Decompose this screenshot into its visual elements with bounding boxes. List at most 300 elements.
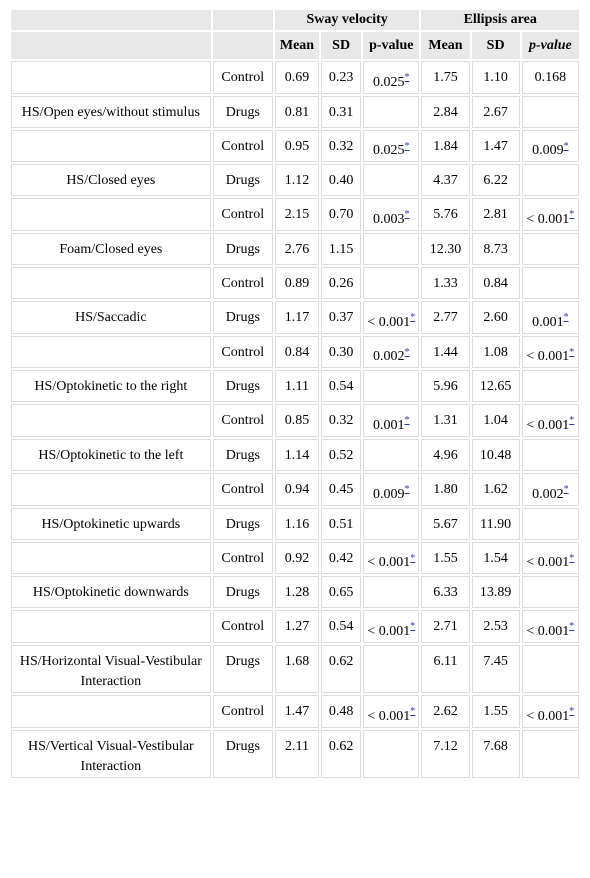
group-cell	[213, 198, 273, 231]
sway-mean-cell-text: 1.68	[284, 653, 310, 669]
ellipse-mean-cell	[421, 404, 469, 437]
table-row	[11, 301, 579, 334]
ellipse-sd-cell	[472, 267, 520, 299]
condition-cell	[11, 61, 211, 94]
sway-pvalue-cell-text: 0.003	[373, 211, 405, 227]
sway-mean-cell	[275, 61, 319, 94]
group-cell-text: Control	[221, 703, 265, 719]
group-cell	[213, 96, 273, 128]
table-row	[11, 96, 579, 128]
sway-pvalue-cell	[363, 164, 419, 196]
ellipse-sd-cell-text: 1.04	[483, 413, 508, 429]
sway-pvalue-cell	[363, 130, 419, 163]
sway-pvalue-cell-text: 0.002	[373, 349, 405, 365]
condition-cell-text: HS/Optokinetic to the right	[34, 379, 188, 395]
condition-cell	[11, 473, 211, 506]
sway-pvalue-cell	[363, 267, 419, 299]
ellipse-pvalue-cell-text: 0.168	[534, 70, 567, 85]
sway-sd-cell	[321, 96, 361, 128]
condition-cell	[11, 336, 211, 369]
ellipse-pvalue-cell-text: < 0.001	[526, 623, 570, 639]
significance-footnote-link[interactable]: *	[569, 621, 575, 633]
ellipse-sd-cell-text: 2.60	[483, 309, 508, 325]
ellipse-pvalue-cell-text: < 0.001	[526, 211, 570, 227]
ellipse-sd-cell	[472, 645, 520, 693]
ellipse-pvalue-cell	[522, 695, 579, 728]
ellipse-mean-cell	[421, 542, 469, 575]
sway-pvalue-cell-text: < 0.001	[367, 555, 411, 571]
sway-sd-cell-text: 0.45	[328, 481, 354, 497]
col-ellipse-pvalue: p-value	[522, 32, 579, 59]
sway-mean-cell-text: 1.47	[284, 703, 310, 719]
group-cell-text: Control	[221, 138, 265, 154]
sway-pvalue-cell	[363, 610, 419, 643]
sway-sd-cell-text: 0.32	[328, 413, 354, 429]
sway-sd-cell-text: 0.30	[328, 344, 354, 360]
ellipse-sd-cell-text: 1.54	[483, 550, 508, 566]
header-empty-cell	[213, 32, 273, 59]
sway-pvalue-cell	[363, 730, 419, 778]
ellipse-sd-cell-text: 11.90	[480, 516, 512, 532]
sway-mean-cell	[275, 576, 319, 608]
sway-mean-cell	[275, 645, 319, 693]
condition-cell	[11, 730, 211, 778]
ellipse-pvalue-cell	[522, 645, 579, 693]
ellipse-mean-cell	[421, 198, 469, 231]
condition-cell	[11, 301, 211, 334]
sway-sd-cell-text: 0.26	[328, 275, 354, 291]
sway-mean-cell-text: 0.94	[284, 481, 310, 497]
ellipse-sd-cell	[472, 336, 520, 369]
ellipse-sd-cell	[472, 198, 520, 231]
ellipse-mean-cell	[421, 61, 469, 94]
ellipse-mean-cell-text: 2.84	[433, 104, 458, 120]
significance-footnote-link[interactable]: *	[563, 483, 569, 495]
group-cell-text: Drugs	[225, 309, 260, 325]
sway-sd-cell-text: 1.15	[328, 241, 354, 257]
significance-footnote-link[interactable]: *	[410, 705, 416, 717]
ellipse-pvalue-cell-text: < 0.001	[526, 555, 570, 571]
ellipse-mean-cell-text: 4.96	[433, 447, 458, 463]
ellipse-sd-cell	[472, 439, 520, 471]
table-row	[11, 61, 579, 94]
sway-sd-cell	[321, 130, 361, 163]
significance-footnote-link[interactable]: *	[569, 705, 575, 717]
sway-pvalue-cell	[363, 233, 419, 265]
condition-cell	[11, 370, 211, 402]
ellipse-sd-cell-text: 0.84	[483, 275, 508, 291]
ellipse-mean-cell	[421, 164, 469, 196]
sway-sd-cell-text: 0.40	[328, 173, 354, 189]
sway-pvalue-cell	[363, 576, 419, 608]
group-cell-text: Control	[221, 275, 265, 291]
sway-sd-cell-text: 0.37	[328, 309, 354, 325]
table-row	[11, 130, 579, 163]
ellipse-mean-cell	[421, 610, 469, 643]
sway-sd-cell-text: 0.54	[328, 619, 354, 635]
table-row	[11, 542, 579, 575]
sway-pvalue-cell	[363, 695, 419, 728]
ellipse-pvalue-cell-text: < 0.001	[526, 708, 570, 724]
group-cell	[213, 336, 273, 369]
ellipse-sd-cell	[472, 730, 520, 778]
group-cell-text: Drugs	[225, 173, 260, 189]
sway-mean-cell	[275, 164, 319, 196]
ellipse-pvalue-cell	[522, 542, 579, 575]
ellipse-sd-cell	[472, 695, 520, 728]
sway-pvalue-cell	[363, 542, 419, 575]
ellipse-pvalue-cell-text: < 0.001	[526, 349, 570, 365]
significance-footnote-link[interactable]: *	[569, 346, 575, 358]
ellipse-sd-cell-text: 1.62	[483, 481, 508, 497]
sway-mean-cell	[275, 336, 319, 369]
ellipse-mean-cell-text: 2.71	[433, 619, 458, 635]
table-row	[11, 508, 579, 540]
ellipse-mean-cell-text: 1.55	[433, 550, 458, 566]
significance-footnote-link[interactable]: *	[410, 311, 416, 323]
ellipse-mean-cell-text: 4.37	[433, 173, 458, 189]
condition-cell-text: Foam/Closed eyes	[59, 241, 163, 257]
ellipse-sd-cell-text: 10.48	[479, 447, 512, 463]
group-cell	[213, 164, 273, 196]
condition-cell	[11, 267, 211, 299]
ellipse-pvalue-cell	[522, 164, 579, 196]
group-cell-text: Control	[221, 413, 265, 429]
condition-cell	[11, 610, 211, 643]
sway-sd-cell	[321, 301, 361, 334]
sway-pvalue-cell	[363, 645, 419, 693]
sway-sd-cell	[321, 233, 361, 265]
sway-sd-cell	[321, 439, 361, 471]
group-cell-text: Control	[221, 207, 265, 223]
significance-footnote-link[interactable]: *	[569, 552, 575, 564]
significance-footnote-link[interactable]: *	[569, 209, 575, 221]
header-empty-cell	[213, 10, 273, 30]
group-cell-text: Drugs	[225, 738, 260, 754]
condition-cell	[11, 645, 211, 693]
sway-mean-cell-text: 1.12	[284, 173, 310, 189]
condition-cell-text: HS/Optokinetic upwards	[41, 516, 181, 532]
sway-sd-cell	[321, 336, 361, 369]
ellipse-mean-cell-text: 6.33	[433, 585, 458, 601]
col-sway-mean: Mean	[275, 32, 319, 59]
col-sway-sd: SD	[321, 32, 361, 59]
condition-cell	[11, 508, 211, 540]
table-row	[11, 404, 579, 437]
group-cell	[213, 730, 273, 778]
group-cell-text: Control	[221, 481, 265, 497]
condition-cell	[11, 164, 211, 196]
ellipse-mean-cell-text: 1.44	[433, 344, 458, 360]
ellipse-mean-cell-text: 5.96	[433, 379, 458, 395]
ellipse-pvalue-cell	[522, 610, 579, 643]
ellipse-sd-cell-text: 6.22	[483, 173, 508, 189]
sway-mean-cell	[275, 610, 319, 643]
sway-mean-cell-text: 1.28	[284, 585, 310, 601]
group-cell	[213, 473, 273, 506]
table-row	[11, 370, 579, 402]
ellipse-mean-cell-text: 2.62	[433, 703, 458, 719]
sway-mean-cell-text: 2.15	[284, 207, 310, 223]
ellipse-mean-cell-text: 1.84	[433, 138, 458, 154]
condition-cell	[11, 233, 211, 265]
group-cell	[213, 233, 273, 265]
sway-mean-cell	[275, 96, 319, 128]
ellipse-pvalue-cell	[522, 473, 579, 506]
sway-mean-cell-text: 1.14	[284, 447, 310, 463]
sway-sd-cell	[321, 645, 361, 693]
ellipse-sd-cell	[472, 404, 520, 437]
table-row	[11, 610, 579, 643]
header-empty-cell	[11, 32, 211, 59]
header-ellipsis-area: Ellipsis area	[421, 10, 579, 30]
group-cell-text: Control	[221, 344, 265, 360]
sway-pvalue-cell	[363, 508, 419, 540]
ellipse-sd-cell	[472, 301, 520, 334]
ellipse-pvalue-cell	[522, 267, 579, 299]
header-sway-velocity: Sway velocity	[275, 10, 419, 30]
sway-mean-cell	[275, 404, 319, 437]
significance-footnote-link[interactable]: *	[563, 311, 569, 323]
sway-pvalue-cell-text: < 0.001	[367, 708, 411, 724]
ellipse-sd-cell-text: 1.08	[483, 344, 508, 360]
ellipse-mean-cell	[421, 473, 469, 506]
ellipse-pvalue-cell	[522, 336, 579, 369]
sway-pvalue-cell	[363, 198, 419, 231]
sway-mean-cell	[275, 130, 319, 163]
ellipse-pvalue-cell	[522, 198, 579, 231]
ellipse-mean-cell-text: 1.31	[433, 413, 458, 429]
ellipse-sd-cell-text: 2.81	[483, 207, 508, 223]
sway-sd-cell	[321, 61, 361, 94]
sway-sd-cell-text: 0.54	[328, 379, 354, 395]
ellipse-pvalue-cell	[522, 576, 579, 608]
group-cell-text: Control	[221, 70, 265, 85]
condition-cell-text: HS/Closed eyes	[66, 173, 156, 189]
sway-mean-cell-text: 0.89	[284, 275, 310, 291]
condition-cell-text: HS/Vertical Visual-Vestibular Interaction	[28, 738, 194, 774]
condition-cell	[11, 198, 211, 231]
ellipse-sd-cell-text: 12.65	[479, 379, 512, 395]
table-row	[11, 336, 579, 369]
col-sway-pvalue: p-value	[363, 32, 419, 59]
condition-cell	[11, 695, 211, 728]
sway-mean-cell-text: 1.17	[284, 309, 310, 325]
sway-sd-cell	[321, 576, 361, 608]
sway-sd-cell-text: 0.70	[328, 207, 354, 223]
sway-sd-cell	[321, 404, 361, 437]
ellipse-sd-cell	[472, 508, 520, 540]
sway-mean-cell	[275, 198, 319, 231]
significance-footnote-link[interactable]: *	[404, 140, 410, 152]
sway-mean-cell	[275, 267, 319, 299]
ellipse-mean-cell-text: 12.30	[429, 241, 462, 257]
ellipse-mean-cell	[421, 645, 469, 693]
significance-footnote-link[interactable]: *	[563, 140, 569, 152]
group-cell	[213, 610, 273, 643]
ellipse-pvalue-cell	[522, 439, 579, 471]
ellipse-pvalue-cell	[522, 404, 579, 437]
sway-mean-cell-text: 0.92	[284, 550, 310, 566]
group-cell	[213, 301, 273, 334]
condition-cell-text: HS/Saccadic	[75, 309, 147, 325]
ellipse-mean-cell	[421, 96, 469, 128]
group-cell	[213, 542, 273, 575]
table-row	[11, 439, 579, 471]
ellipse-sd-cell	[472, 61, 520, 94]
sway-sd-cell-text: 0.52	[328, 447, 354, 463]
ellipse-mean-cell	[421, 508, 469, 540]
ellipse-mean-cell-text: 7.12	[433, 738, 458, 754]
sway-mean-cell	[275, 233, 319, 265]
ellipse-mean-cell	[421, 695, 469, 728]
sway-sd-cell-text: 0.32	[328, 138, 354, 154]
sway-sd-cell	[321, 695, 361, 728]
significance-footnote-link[interactable]: *	[404, 72, 410, 83]
group-cell-text: Drugs	[225, 447, 260, 463]
ellipse-sd-cell-text: 2.67	[483, 104, 508, 120]
sway-sd-cell	[321, 198, 361, 231]
ellipse-sd-cell-text: 13.89	[479, 585, 512, 601]
group-cell-text: Drugs	[225, 241, 260, 257]
condition-cell-text: HS/Horizontal Visual-Vestibular Interaction	[19, 653, 202, 689]
ellipse-pvalue-cell-text: 0.001	[532, 314, 564, 330]
sway-mean-cell-text: 1.16	[284, 516, 310, 532]
sway-sd-cell-text: 0.42	[328, 550, 354, 566]
group-cell	[213, 130, 273, 163]
sway-pvalue-cell	[363, 96, 419, 128]
significance-footnote-link[interactable]: *	[404, 415, 410, 427]
ellipse-mean-cell-text: 6.11	[433, 653, 458, 669]
sway-mean-cell	[275, 542, 319, 575]
sway-pvalue-cell	[363, 404, 419, 437]
table-row	[11, 233, 579, 265]
group-cell-text: Drugs	[225, 379, 260, 395]
ellipse-sd-cell	[472, 130, 520, 163]
sway-sd-cell	[321, 508, 361, 540]
sway-pvalue-cell	[363, 439, 419, 471]
significance-footnote-link[interactable]: *	[404, 346, 410, 358]
ellipse-sd-cell	[472, 576, 520, 608]
ellipse-pvalue-cell-text: < 0.001	[526, 417, 570, 433]
sway-pvalue-cell	[363, 473, 419, 506]
significance-footnote-link[interactable]: *	[410, 552, 416, 564]
sway-sd-cell	[321, 267, 361, 299]
ellipse-pvalue-cell	[522, 96, 579, 128]
ellipse-pvalue-cell	[522, 370, 579, 402]
ellipse-mean-cell	[421, 267, 469, 299]
condition-cell	[11, 404, 211, 437]
condition-cell	[11, 542, 211, 575]
ellipse-mean-cell	[421, 370, 469, 402]
sway-mean-cell-text: 2.11	[284, 738, 309, 754]
table-row	[11, 730, 579, 778]
sway-pvalue-cell-text: 0.001	[373, 417, 405, 433]
ellipse-mean-cell-text: 5.76	[433, 207, 458, 223]
group-cell	[213, 645, 273, 693]
group-cell-text: Control	[221, 619, 265, 635]
header-group-row	[11, 10, 579, 30]
sway-mean-cell-text: 2.76	[284, 241, 310, 257]
group-cell-text: Drugs	[225, 104, 260, 120]
ellipse-sd-cell-text: 8.73	[483, 241, 508, 257]
significance-footnote-link[interactable]: *	[569, 415, 575, 427]
group-cell	[213, 370, 273, 402]
sway-sd-cell-text: 0.65	[328, 585, 354, 601]
ellipse-pvalue-cell	[522, 61, 579, 94]
ellipse-pvalue-cell	[522, 301, 579, 334]
ellipse-mean-cell	[421, 130, 469, 163]
condition-cell-text: HS/Optokinetic downwards	[32, 585, 189, 601]
group-cell	[213, 404, 273, 437]
group-cell-text: Drugs	[225, 653, 260, 669]
sway-mean-cell-text: 1.11	[284, 379, 309, 395]
group-cell	[213, 508, 273, 540]
ellipse-sd-cell	[472, 370, 520, 402]
condition-cell-text: HS/Optokinetic to the left	[38, 447, 184, 463]
sway-pvalue-cell-text: < 0.001	[367, 314, 411, 330]
condition-cell	[11, 130, 211, 163]
sway-mean-cell	[275, 730, 319, 778]
condition-cell	[11, 439, 211, 471]
ellipse-mean-cell	[421, 576, 469, 608]
sway-pvalue-cell	[363, 61, 419, 94]
ellipse-mean-cell	[421, 301, 469, 334]
sway-mean-cell-text: 1.27	[284, 619, 310, 635]
results-table	[9, 8, 581, 780]
sway-sd-cell-text: 0.62	[328, 738, 354, 754]
significance-footnote-link[interactable]: *	[410, 621, 416, 633]
sway-mean-cell-text: 0.85	[284, 413, 310, 429]
ellipse-pvalue-cell-text: 0.002	[532, 486, 564, 502]
significance-footnote-link[interactable]: *	[404, 483, 410, 495]
sway-sd-cell-text: 0.62	[328, 653, 354, 669]
sway-pvalue-cell	[363, 336, 419, 369]
condition-cell-text: HS/Open eyes/without stimulus	[21, 104, 200, 120]
ellipse-sd-cell	[472, 233, 520, 265]
sway-mean-cell	[275, 301, 319, 334]
group-cell-text: Drugs	[225, 585, 260, 601]
group-cell	[213, 267, 273, 299]
sway-sd-cell-text: 0.23	[328, 70, 354, 85]
ellipse-pvalue-cell	[522, 233, 579, 265]
sway-mean-cell	[275, 695, 319, 728]
ellipse-pvalue-cell	[522, 130, 579, 163]
sway-mean-cell	[275, 370, 319, 402]
ellipse-sd-cell	[472, 164, 520, 196]
header-empty-cell	[11, 10, 211, 30]
sway-pvalue-cell-text: 0.025	[373, 74, 405, 90]
ellipse-mean-cell-text: 5.67	[433, 516, 458, 532]
sway-sd-cell	[321, 164, 361, 196]
table-row	[11, 164, 579, 196]
ellipse-mean-cell-text: 1.75	[433, 70, 458, 85]
ellipse-pvalue-cell	[522, 508, 579, 540]
significance-footnote-link[interactable]: *	[404, 209, 410, 221]
ellipse-mean-cell-text: 2.77	[433, 309, 458, 325]
sway-pvalue-cell-text: < 0.001	[367, 623, 411, 639]
sway-mean-cell	[275, 439, 319, 471]
ellipse-sd-cell-text: 1.47	[483, 138, 508, 154]
sway-sd-cell	[321, 473, 361, 506]
ellipse-sd-cell-text: 7.68	[483, 738, 508, 754]
sway-mean-cell-text: 0.81	[284, 104, 310, 120]
sway-mean-cell-text: 0.95	[284, 138, 310, 154]
ellipse-pvalue-cell	[522, 730, 579, 778]
ellipse-sd-cell-text: 1.10	[483, 70, 508, 85]
ellipse-sd-cell-text: 2.53	[483, 619, 508, 635]
group-cell	[213, 576, 273, 608]
